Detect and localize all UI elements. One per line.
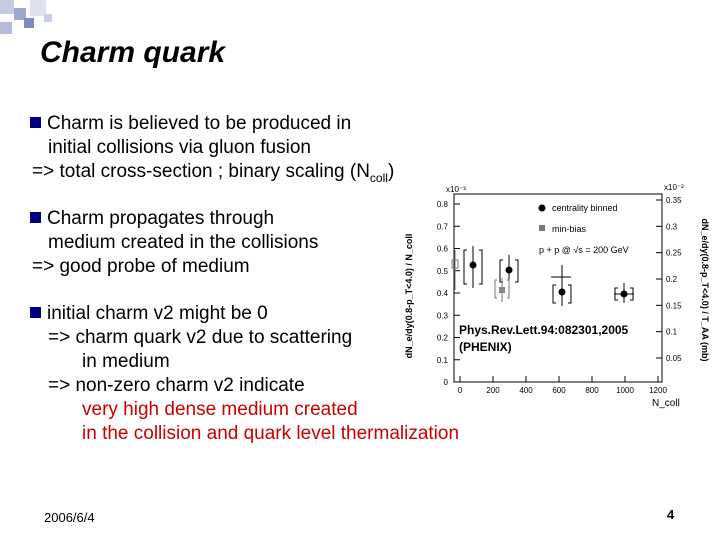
right-tick-label: 0.2 — [666, 275, 678, 284]
bullet-square-icon — [30, 212, 41, 223]
bullet-square-icon — [30, 117, 41, 128]
bullet-1-arrow-line — [32, 160, 394, 190]
page-number: 4 — [667, 507, 675, 522]
left-tick-label: 0.6 — [436, 244, 448, 254]
arrow-line-text: => total cross-section ; binary scaling (N — [32, 161, 370, 182]
right-tick-label: 0.05 — [666, 354, 682, 363]
arrow-line-close: ) — [387, 161, 395, 182]
right-tick-label: 0.1 — [666, 327, 678, 337]
reference-collaboration: (PHENIX) — [459, 340, 512, 354]
legend-marker-centrality — [539, 205, 546, 212]
slide-date: 2006/6/4 — [44, 510, 95, 525]
centrality-point-3 — [551, 265, 571, 306]
legend-entry-minbias: min-bias — [552, 224, 587, 234]
bullet-3-highlight-2: in the collision and quark level thermalization — [82, 423, 460, 444]
x-axis-label: N_coll — [652, 398, 680, 409]
legend-marker-minbias — [539, 225, 545, 231]
bullet-2 — [30, 207, 274, 231]
reference-citation — [459, 322, 628, 356]
x-tick-label: 200 — [486, 386, 500, 395]
bullet-2-line-2: medium created in the collisions — [48, 232, 319, 253]
x-tick-label: 0 — [457, 386, 463, 395]
centrality-point-1 — [464, 246, 482, 288]
data-points — [452, 246, 634, 306]
x-tick-label: 800 — [585, 386, 599, 395]
bullet-2-arrow-line: => good probe of medium — [32, 256, 250, 277]
left-tick-label: 0.5 — [436, 266, 448, 276]
right-tick-label: 0.15 — [666, 301, 682, 311]
left-tick-label: 0.4 — [436, 289, 448, 298]
reference-journal: Phys.Rev.Lett.94:082301,2005 — [459, 323, 629, 337]
slide-title: Charm quark — [40, 36, 226, 69]
x-tick-label: 400 — [519, 386, 533, 395]
right-axis-label: dN_e/dy(0.8-p_T<4.0) / T_AA (mb) — [700, 218, 710, 362]
left-tick-label: 0 — [443, 378, 448, 387]
centrality-point-4 — [614, 283, 634, 303]
bullet-3-highlight-1: very high dense medium created — [82, 399, 358, 420]
right-axis-ticks — [656, 196, 682, 363]
charm-v2-figure — [376, 180, 710, 410]
pp-point — [452, 250, 458, 290]
left-exponent: x10⁻³ — [446, 185, 466, 194]
right-tick-label: 0.25 — [666, 248, 682, 258]
x-tick-label: 1000 — [616, 386, 634, 395]
bullet-3-line-3: in medium — [82, 351, 170, 372]
bullet-3-line-2: => charm quark v2 due to scattering — [48, 327, 353, 348]
bullet-3-line-1: initial charm v2 might be 0 — [47, 303, 268, 324]
left-axis-label: dN_e/dy(0.8-p_T<4.0) / N_coll — [404, 233, 414, 359]
bullet-1-line-1: Charm is believed to be produced in — [47, 113, 352, 134]
x-axis-ticks — [458, 376, 668, 395]
left-tick-label: 0.8 — [436, 200, 448, 209]
right-exponent: x10⁻² — [664, 183, 684, 192]
bullet-3-line-4: => non-zero charm v2 indicate — [48, 375, 305, 396]
left-tick-label: 0.3 — [436, 311, 448, 321]
left-axis-ticks — [437, 200, 460, 387]
minbias-point — [495, 278, 509, 302]
x-tick-label: 1200 — [649, 386, 667, 395]
bullet-1 — [30, 112, 351, 136]
legend-entry-centrality: centrality binned — [552, 203, 618, 213]
right-tick-label: 0.3 — [666, 222, 678, 232]
arrow-line-subscript: coll — [369, 170, 388, 185]
x-tick-label: 600 — [552, 386, 566, 395]
bullet-2-line-1: Charm propagates through — [47, 208, 275, 229]
left-tick-label: 0.1 — [436, 355, 448, 365]
legend-entry-pp: p + p @ √s = 200 GeV — [539, 245, 629, 255]
bullet-1-line-2: initial collisions via gluon fusion — [48, 137, 311, 158]
bullet-square-icon — [30, 307, 41, 318]
legend — [539, 203, 629, 255]
right-tick-label: 0.35 — [666, 196, 682, 205]
left-tick-label: 0.2 — [436, 333, 448, 343]
left-tick-label: 0.7 — [436, 222, 448, 232]
bullet-3 — [30, 302, 268, 326]
